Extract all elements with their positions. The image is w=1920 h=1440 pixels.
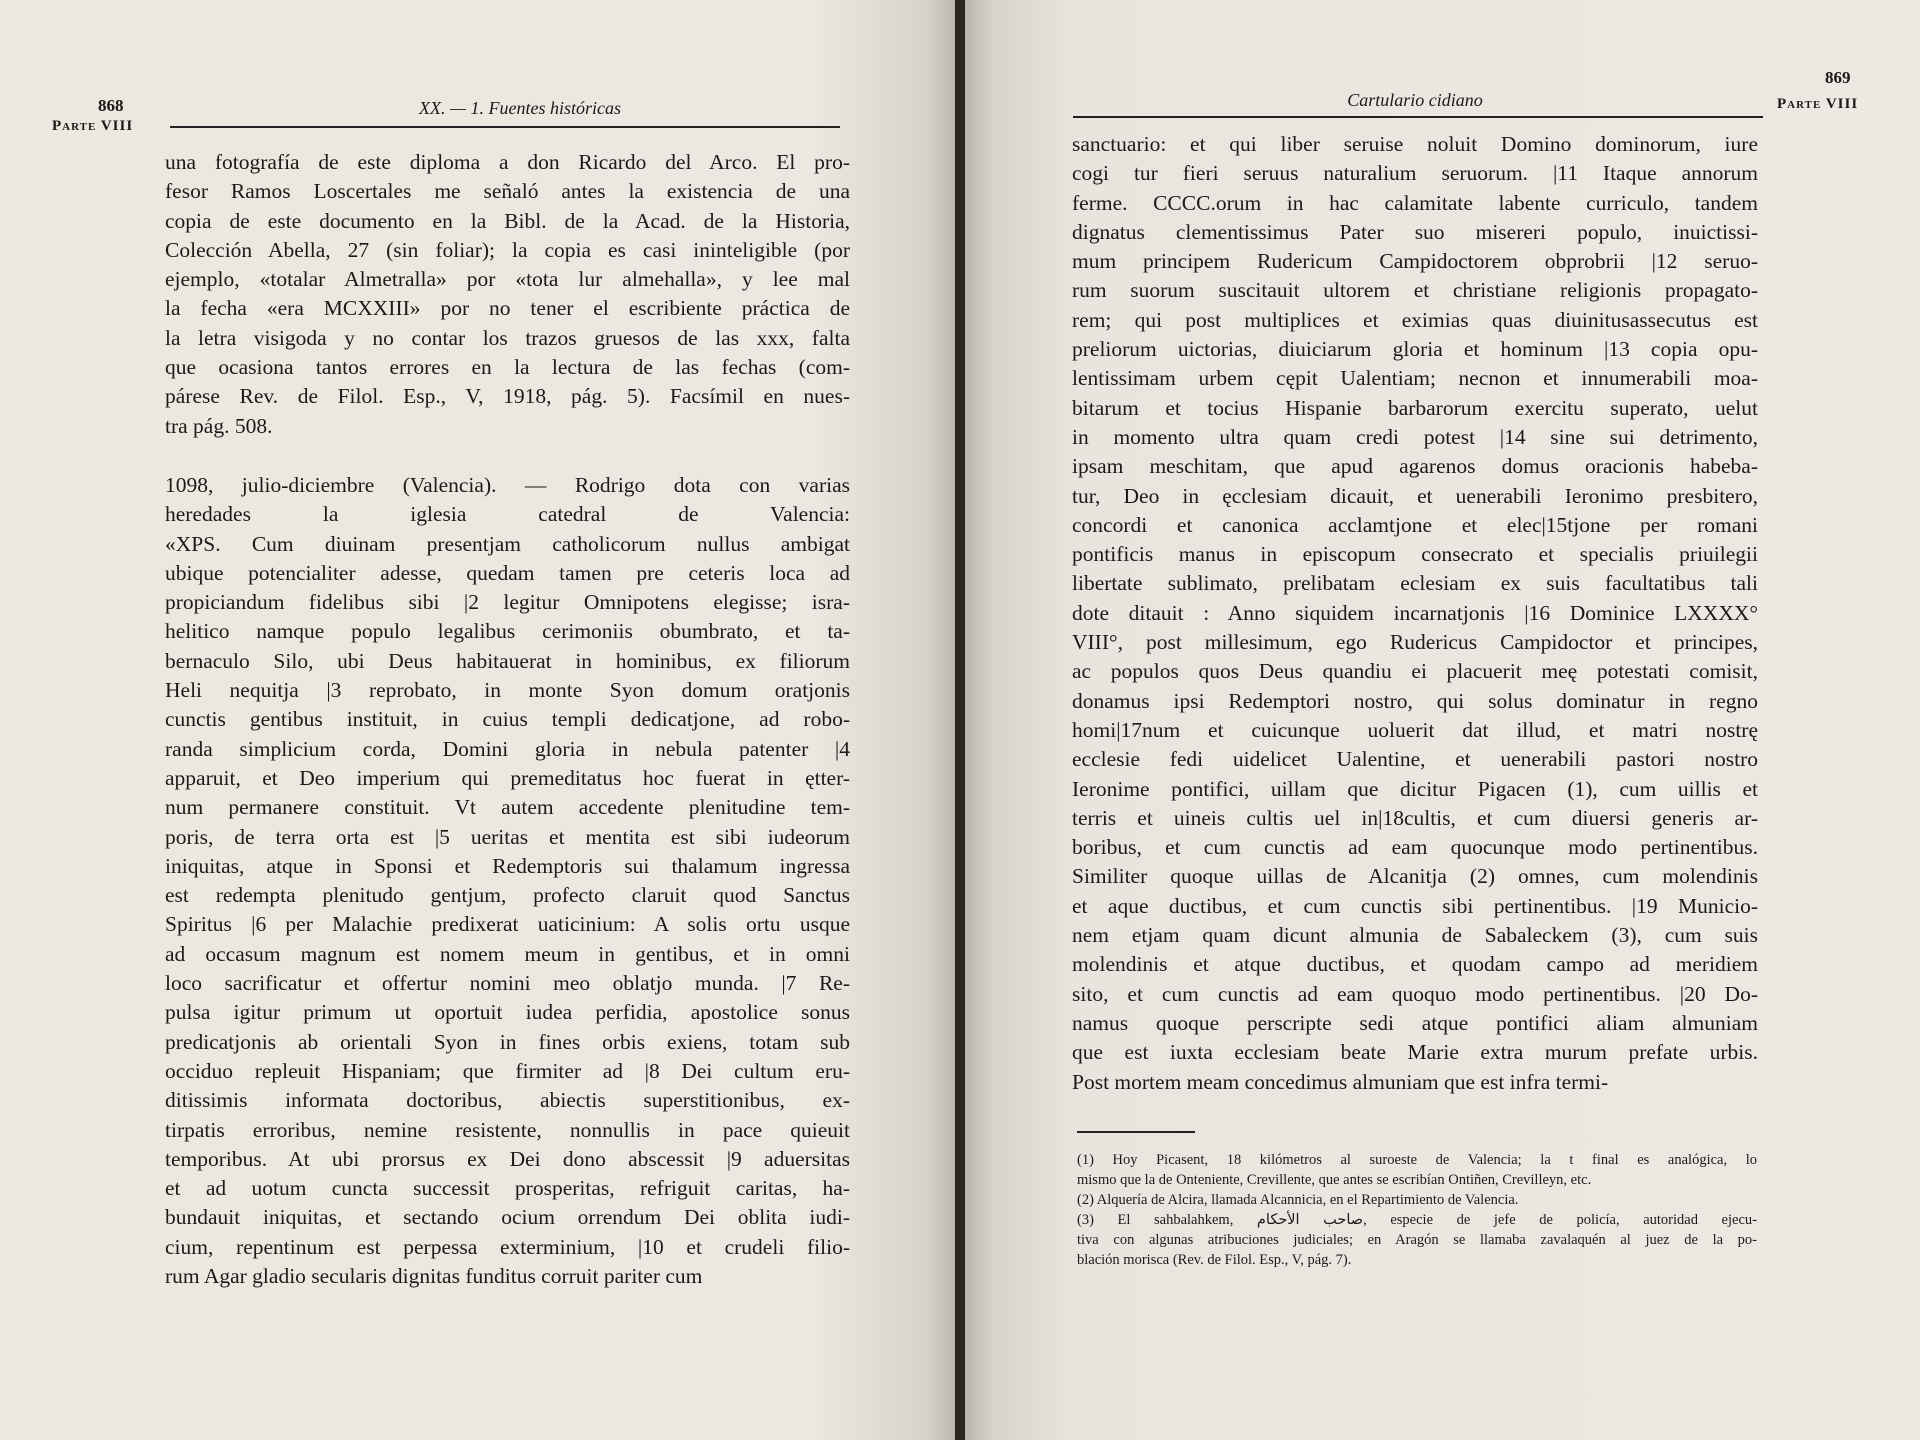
text-line: Ieronime pontifici, uillam que dicitur Pigacen (1), cum uillis et: [1072, 776, 1758, 801]
text-line: tra pág. 508.: [165, 413, 273, 438]
text-line: ecclesie fedi uidelicet Ualentine, et uenerabili pastori nostro: [1072, 747, 1758, 772]
text-line: in momento ultra quam credi potest |14 sine sui detrimento,: [1072, 424, 1758, 449]
text-line: que ocasiona tantos errores en la lectura de las fechas (com-: [165, 355, 850, 380]
text-line: occiduo repleuit Hispaniam; que firmiter ad |8 Dei cultum eru-: [165, 1058, 850, 1083]
text-line: Colección Abella, 27 (sin foliar); la copia es casi ininteligible (por: [165, 237, 850, 262]
text-line: que est iuxta ecclesiam beate Marie extra murum prefate urbis.: [1072, 1040, 1758, 1065]
running-head: XX. — 1. Fuentes históricas: [419, 98, 621, 118]
text-line: namus quoque perscripte sedi atque pontifici aliam almuniam: [1072, 1010, 1758, 1035]
text-line: helitico namque populo legalibus cerimoniis obumbrato, et ta-: [165, 619, 850, 644]
text-line: mum principem Rudericum Campidoctorem obprobrii |12 seruo-: [1072, 249, 1758, 274]
text-line: ipsam meschitam, que apud agarenos domus oracionis habeba-: [1072, 454, 1758, 479]
text-line: concordi et canonica acclamtjone et elec|15tjone per romani: [1072, 512, 1758, 537]
footnote-line: tiva con algunas atribuciones judiciales; en Aragón se llamaba zavalaquén al juez de la po-: [1077, 1232, 1757, 1248]
text-line: tur, Deo in ęcclesiam dicauit, et uenerabili Ieronimo presbitero,: [1072, 483, 1758, 508]
text-line: pulsa igitur primum ut oportuit iudea perfidia, apostolice sonus: [165, 1000, 850, 1025]
text-line: bundauit iniquitas, et sectando ocium orrendum Dei oblita iudi-: [165, 1205, 850, 1230]
text-line: pontificis manus in episcopum consecrato et specialis priuilegii: [1072, 542, 1758, 567]
header-rule: [1073, 116, 1763, 118]
footnote-line: blación morisca (Rev. de Filol. Esp., V, pág. 7).: [1077, 1252, 1352, 1268]
text-line: heredades la iglesia catedral de Valencia:: [165, 502, 850, 527]
text-line: est redempta plenitudo gentjum, profecto claruit quod Sanctus: [165, 883, 850, 908]
text-line: Similiter quoque uillas de Alcanitja (2) omnes, cum molendinis: [1072, 864, 1758, 889]
text-line: preliorum uictorias, diuiciarum gloria et hominum |13 copia opu-: [1072, 337, 1758, 362]
footnote-line: (2) Alquería de Alcira, llamada Alcannicia, en el Repartimiento de Valencia.: [1077, 1192, 1519, 1208]
text-line: et aque ductibus, et cum cunctis sibi pertinentibus. |19 Municio-: [1072, 893, 1758, 918]
text-line: propiciandum fidelibus sibi |2 legitur Omnipotens elegisse; isra-: [165, 590, 850, 615]
text-line: dote ditauit : Anno siquidem incarnatjonis |16 Dominice LXXXX°: [1072, 600, 1758, 625]
text-line: VIII°, post millesimum, ego Rudericus Campidoctor et principes,: [1072, 630, 1758, 655]
book-gutter: [955, 0, 965, 1440]
text-line: la letra visigoda y no contar los trazos gruesos de las xxx, falta: [165, 325, 850, 350]
header-rule: [170, 126, 840, 128]
text-line: apparuit, et Deo imperium qui premeditatus hoc fuerat in ętter-: [165, 765, 850, 790]
text-line: nem etjam quam dicunt almunia de Sabaleckem (3), cum suis: [1072, 923, 1758, 948]
text-line: 1098, julio-diciembre (Valencia). — Rodrigo dota con varias: [165, 472, 850, 497]
text-line: molendinis et atque ductibus, et quodam campo ad meridiem: [1072, 952, 1758, 977]
text-line: poris, de terra orta est |5 ueritas et mentita est sibi iudeorum: [165, 824, 850, 849]
text-line: homi|17num et cuicunque uoluerit dat illud, et matri nostrę: [1072, 717, 1758, 742]
text-line: num permanere constituit. Vt autem accedente plenitudine tem-: [165, 795, 850, 820]
text-line: fesor Ramos Loscertales me señaló antes la existencia de una: [165, 179, 850, 204]
text-line: tirpatis erroribus, nemine resistente, nonnullis in pace quieuit: [165, 1117, 850, 1142]
text-line: la fecha «era MCXXIII» por no tener el escribiente práctica de: [165, 296, 850, 321]
text-line: «XPS. Cum diuinam presentjam catholicorum nullus ambigat: [165, 531, 850, 556]
text-line: bernaculo Silo, ubi Deus habitauerat in hominibus, ex filiorum: [165, 648, 850, 673]
part-label: Parte VIII: [1777, 96, 1859, 112]
part-label: Parte VIII: [52, 118, 134, 134]
text-line: rum suorum suscitauit ultorem et christiane religionis propagato-: [1072, 278, 1758, 303]
text-line: rum Agar gladio secularis dignitas funditus corruit pariter cum: [165, 1263, 703, 1288]
text-line: lentissimam urbem cępit Ualentiam; necnon et innumerabili moa-: [1072, 366, 1758, 391]
text-column: [165, 148, 850, 1291]
footnote-line: (3) El sahbalahkem, صاحب الأحكام, especie de jefe de policía, autoridad ejecu-: [1077, 1212, 1757, 1228]
text-line: Heli nequitja |3 reprobato, in monte Syon domum oratjonis: [165, 678, 850, 703]
text-line: et ad uotum cuncta successit prosperitas, refriguit caritas, ha-: [165, 1176, 850, 1201]
text-line: temporibus. At ubi prorsus ex Dei dono abscessit |9 aduersitas: [165, 1146, 850, 1171]
text-line: dignatus clementissimus Pater suo misereri populo, inuictissi-: [1072, 219, 1758, 244]
left-page: [0, 0, 955, 1440]
text-line: libertate sublimato, prelibatam eclesiam ex suis facultatibus tali: [1072, 571, 1758, 596]
text-line: terris et uineis cultis uel in|18cultis, et cum diuersi generis ar-: [1072, 805, 1758, 830]
text-line: predicatjonis ab orientali Syon in fines orbis exiens, totam sub: [165, 1029, 850, 1054]
page-number: 869: [1825, 68, 1851, 87]
footnote-line: (1) Hoy Picasent, 18 kilómetros al suroeste de Valencia; la t final es analógica, lo: [1077, 1152, 1757, 1168]
text-line: ditissimis informata doctoribus, abiectis superstitionibus, ex-: [165, 1088, 850, 1113]
footnote-rule: [1077, 1131, 1195, 1133]
footnotes: [1077, 1150, 1757, 1270]
text-line: cunctis gentibus instituit, in cuius templi dedicatjone, ad robo-: [165, 707, 850, 732]
running-head: Cartulario cidiano: [1347, 90, 1483, 110]
text-line: una fotografía de este diploma a don Ricardo del Arco. El pro-: [165, 150, 850, 174]
text-line: bitarum et tocius Hispanie barbarorum exercitu superato, uelut: [1072, 395, 1758, 420]
text-line: párese Rev. de Filol. Esp., V, 1918, pág. 5). Facsímil en nues-: [165, 384, 850, 409]
text-line: donamus ipsi Redemptori nostro, qui solus dominatur in regno: [1072, 688, 1758, 713]
text-line: ac populos quos Deus quandiu ei placuerit meę potestati comisit,: [1072, 659, 1758, 684]
text-line: sito, et cum cunctis ad eam quoquo modo pertinentibus. |20 Do-: [1072, 981, 1758, 1006]
text-line: Spiritus |6 per Malachie predixerat uaticinium: A solis ortu usque: [165, 912, 850, 937]
text-line: rem; qui post multiplices et eximias quas diuinitusassecutus est: [1072, 307, 1758, 332]
text-line: copia de este documento en la Bibl. de la Acad. de la Historia,: [165, 208, 850, 233]
footnote-line: mismo que la de Onteniente, Crevillente, que antes se escribían Ontiñen, Crevilleyn, etc.: [1077, 1172, 1592, 1188]
text-line: ad occasum magnum est nomem meum in gentibus, et in omni: [165, 941, 850, 966]
page-number: 868: [98, 96, 124, 115]
text-column: [1072, 130, 1758, 1097]
text-line: ferme. CCCC.orum in hac calamitate labente curriculo, tandem: [1072, 190, 1758, 215]
text-line: loco sacrificatur et offertur nomini meo oblatjo munda. |7 Re-: [165, 971, 850, 996]
text-line: Post mortem meam concedimus almuniam que est infra termi-: [1072, 1069, 1609, 1094]
text-line: boribus, et cum cunctis ad eam quocunque modo pertinentibus.: [1072, 835, 1758, 860]
text-line: cium, repentinum est perpessa exterminium, |10 et crudeli filio-: [165, 1234, 850, 1259]
text-line: sanctuario: et qui liber seruise noluit Domino dominorum, iure: [1072, 132, 1758, 156]
paragraph-gap: [165, 441, 850, 471]
text-line: randa simplicium corda, Domini gloria in nebula patenter |4: [165, 736, 850, 761]
right-page: [965, 0, 1920, 1440]
text-line: iniquitas, atque in Sponsi et Redemptoris sui thalamum ingressa: [165, 853, 850, 878]
text-line: ejemplo, «totalar Almetralla» por «tota lur almehalla», y lee mal: [165, 267, 850, 292]
text-line: cogi tur fieri seruus naturalium seruorum. |11 Itaque annorum: [1072, 161, 1758, 186]
text-line: ubique potencialiter adesse, quedam tamen pre ceteris loca ad: [165, 560, 850, 585]
